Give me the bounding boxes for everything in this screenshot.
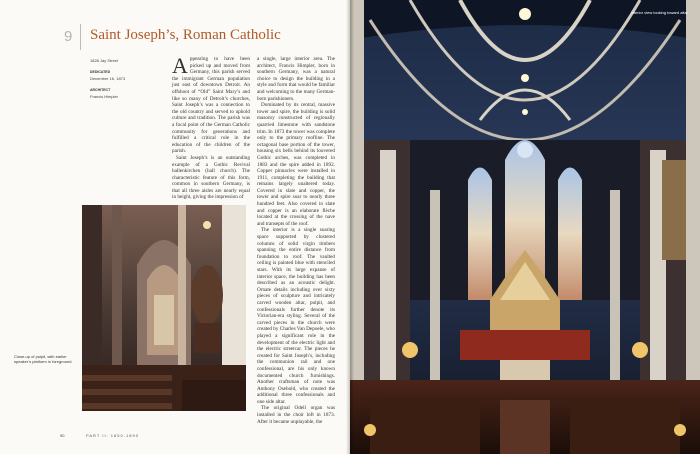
address: 1828 Jay Street	[90, 58, 119, 63]
architect-value: Francis Himpler	[90, 93, 119, 99]
body-column-1	[172, 53, 250, 201]
dedicated-value: December 16, 1873	[90, 75, 126, 81]
paragraph: ppearing to have been picked up and moved from Germany, this parish served the immigrant German population just east of downtown Detroit. An offshoot of “Old” Saint Mary’s and like so many of Detroit’s churches, Saint Joseph’s was a connection to the old country and served to uphold culture and tradition. The parish was a focal point of the German Catholic community for generations and fulfilled a critical role in the education of the children of the parish.	[172, 56, 250, 155]
page-title: Saint Joseph’s, Roman Catholic	[90, 27, 281, 43]
info-sidebar	[90, 58, 154, 100]
chapter-number: 9	[64, 28, 73, 45]
title-divider	[80, 24, 81, 50]
interior-photo	[350, 0, 700, 459]
pulpit-photo	[82, 205, 246, 411]
drop-cap: A	[172, 53, 188, 78]
architect-label: ARCHITECT	[90, 88, 111, 93]
paragraph: Dominated by its central, massive tower and spire, the building is solid masonry constructed of regionally quarried limestone with sandstone trim. In 1873 the tower was complete only to the primary roofline. The octagonal base portion of the tower, housing six bells behind its louvered Gothic arches, was completed in 1883 and the spire added in 1892. Copper pinnacles were installed in 1911, completing the building that remains largely unaltered today. Covered in slate and copper, the tower and spire soar to nearly three hundred feet. Also covered in slate and copper is an elaborate flèche located at the crossing of the nave and transepts of the roof.	[257, 102, 335, 227]
paragraph: The original Odell organ was installed in the choir loft in 1873. After it became unplayable, the	[257, 405, 335, 425]
pulpit-caption: Close-up of pulpit, with earlier speaker’s platform in foreground	[14, 354, 72, 365]
book-gutter	[346, 0, 354, 454]
running-head: PART II: 1850-1890	[86, 433, 139, 438]
body-column-2	[257, 56, 335, 425]
left-page	[0, 0, 350, 454]
paragraph: The interior is a single soaring space supported by clustered columns of solid virgin timbers spanning the entire distance from foundation to roof. The vaulted ceiling is painted blue with stenciled stars. With its large expanse of interior space, the building has been described as an acoustic delight. Ornate details including over sixty pieces of sculpture and intricately carved wooden altar, pulpit, and confessionals further denote its Victorian-era styling. Several of the carved pieces in the church were created by Charles Van Depoele, who played a significant role in the development of the electric light and the electric streetcar. The pieces he created for Saint Joseph’s, including the communion rail and one confessional, are his only known documented church furnishings. Another craftsman of note was Anthony Osebold, who created the additional three confessionals and one side altar.	[257, 227, 335, 405]
page-number: 90	[60, 433, 65, 438]
dedicated-label: DEDICATED	[90, 70, 111, 75]
paragraph: a single, large interior area. The architect, Francis Himpler, born in southern Germany, was a natural choice to design the building in a style and form that would be familiar and welcoming to the many German-born parishioners.	[257, 56, 335, 102]
paragraph: Saint Joseph’s is an outstanding example of a Gothic Revival hallenkirchen (hall church). The characteristic feature of this form, common in southern Germany, is that all three aisles are nearly equal in height, giving the impression of	[172, 154, 250, 201]
right-page	[350, 0, 700, 454]
interior-caption: Interior view looking toward altar	[630, 10, 688, 15]
